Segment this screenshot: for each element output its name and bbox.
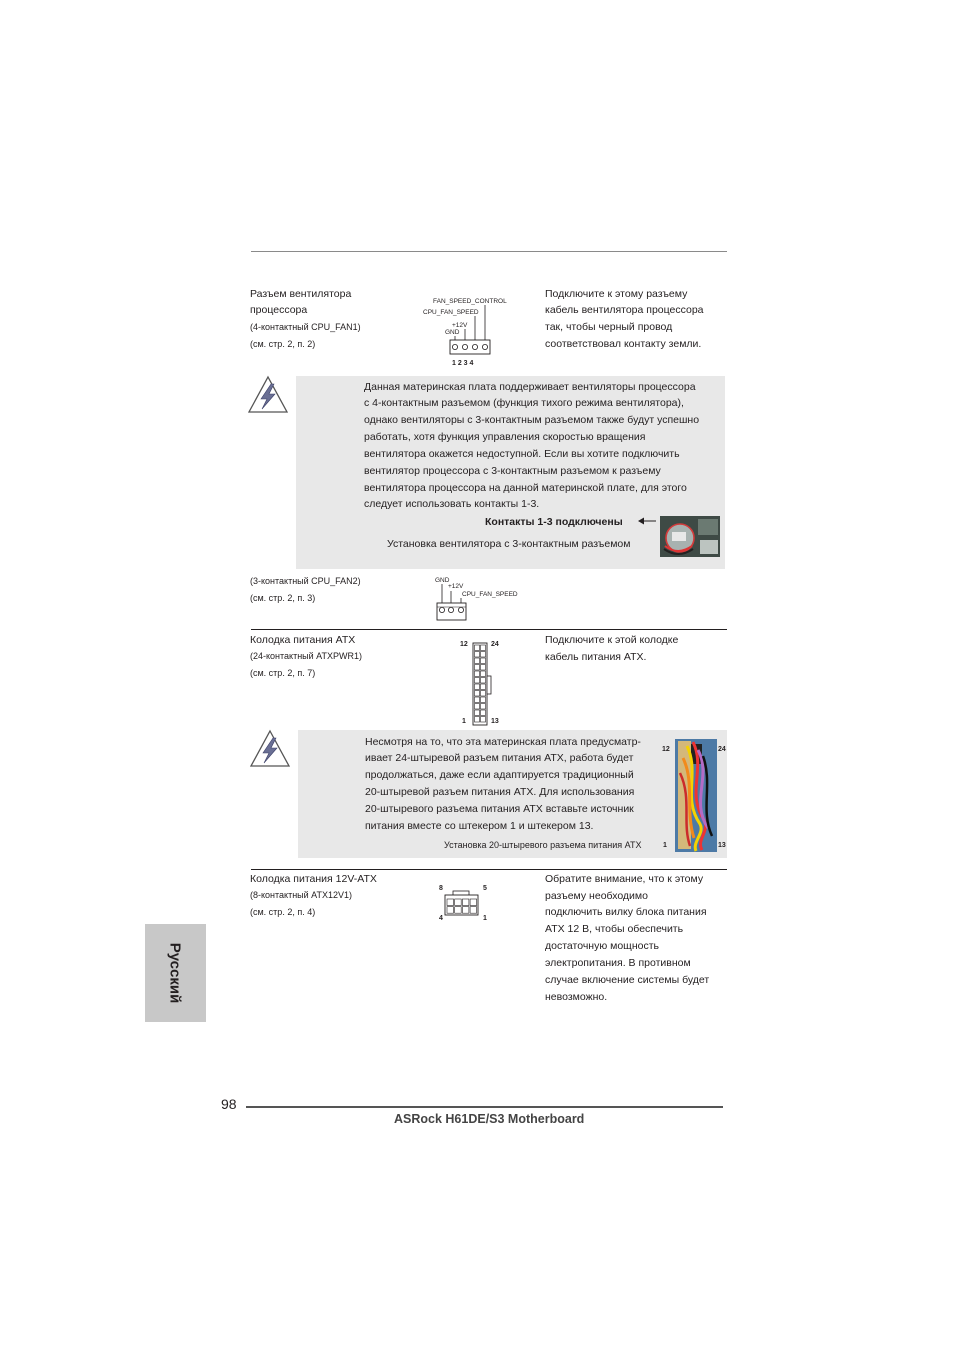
- atx12v-pin-cell: [470, 899, 477, 906]
- note1-line-2: с 4-контактным разъемом (функция тихого режима вентилятора),: [364, 397, 684, 409]
- cpu-fan1-connector-diagram: [415, 292, 525, 370]
- note2-caption: Установка 20-штыревого разъема питания ATX: [444, 840, 642, 850]
- cpu-fan2-reference: (см. стр. 2, п. 3): [250, 593, 316, 603]
- atx12v-desc-6: электропитания. В противном: [545, 957, 691, 969]
- note2-line-6: питания вместе со штекером 1 и штекером 13.: [365, 820, 594, 832]
- atx-pin-cell: [481, 691, 486, 697]
- warning-icon: [247, 375, 289, 415]
- atx12v-pin-cell: [447, 899, 454, 906]
- note2-line-2: ивает 24-штыревой разъем питания ATX, работа будет: [365, 752, 634, 764]
- cpu-fan1-pin-numbers: 1 2 3 4: [452, 360, 474, 367]
- atx12v-desc-8: невозможно.: [545, 991, 608, 1003]
- atx-pin-cell: [481, 671, 486, 677]
- atx12v-pin-cell: [462, 907, 469, 914]
- atx-pin-cell: [475, 691, 480, 697]
- cpu-fan2-connector-diagram: [430, 574, 530, 622]
- atx-pin-12: 12: [460, 641, 468, 648]
- atx12v-desc-7: случае включение системы будет: [545, 974, 710, 986]
- atx-desc-1: Подключите к этой колодке: [545, 634, 679, 646]
- atx12v-pin-cell: [455, 907, 462, 914]
- cpu-fan2-label-12v: +12V: [448, 583, 464, 590]
- cpu-fan1-subtitle: (4-контактный CPU_FAN1): [250, 322, 361, 332]
- language-side-tab: [145, 924, 206, 1022]
- atx-pin-cell: [481, 710, 486, 716]
- atx12v-pin-cell: [447, 907, 454, 914]
- photo-pin-24: 24: [718, 746, 726, 753]
- cpu-fan2-label-gnd: GND: [435, 577, 450, 584]
- atx-desc-2: кабель питания ATX.: [545, 651, 647, 663]
- atx-pin-cell: [481, 717, 486, 723]
- atx-pin-1: 1: [462, 718, 466, 725]
- note1-line-7: вентилятора процессора на данной материнской плате, для этого: [364, 482, 687, 494]
- atx-pin-cell: [481, 678, 486, 684]
- atx-pin-cell: [475, 665, 480, 671]
- atx-reference: (см. стр. 2, п. 7): [250, 668, 316, 678]
- section-rule-atx12v: [251, 869, 727, 870]
- top-rule: [251, 251, 727, 252]
- atx12v-pin-1: 1: [483, 915, 487, 922]
- atx-pin-cell: [475, 684, 480, 690]
- cpu-fan1-label-fan-speed-control: FAN_SPEED_CONTROL: [433, 298, 507, 305]
- atx-pin-cell: [475, 645, 480, 651]
- atx12v-title: Колодка питания 12V-ATX: [250, 873, 377, 885]
- cpu-fan2-label-cpu-fan-speed: CPU_FAN_SPEED: [462, 591, 518, 598]
- atx12v-desc-5: достаточную мощность: [545, 940, 659, 952]
- note1-pins-connected: Контакты 1-3 подключены: [485, 516, 623, 528]
- atx-pin-13: 13: [491, 718, 499, 725]
- atx-pin-cell: [475, 652, 480, 658]
- cpu-fan1-label-12v: +12V: [452, 322, 468, 329]
- section-rule-atx: [251, 629, 727, 630]
- atx12v-desc-4: ATX 12 В, чтобы обеспечить: [545, 923, 684, 935]
- cpu-fan1-desc-2: кабель вентилятора процессора: [545, 304, 704, 316]
- fan-install-photo: [660, 516, 720, 557]
- atx-pin-cell: [475, 717, 480, 723]
- atx12v-pin-cell: [462, 899, 469, 906]
- atx-pin-cell: [481, 658, 486, 664]
- atx-subtitle: (24-контактный ATXPWR1): [250, 651, 363, 661]
- cpu-fan1-reference: (см. стр. 2, п. 2): [250, 339, 316, 349]
- note2-line-4: 20-штыревой разъем питания ATX. Для использования: [365, 786, 635, 798]
- cpu-fan2-subtitle: (3-контактный CPU_FAN2): [250, 576, 361, 586]
- note2-line-5: 20-штыревого разъема питания ATX вставьте источник: [365, 803, 634, 815]
- atx12v-pin-5: 5: [483, 885, 487, 892]
- cpu-fan1-desc-3: так, чтобы черный провод: [545, 321, 673, 333]
- atx-pin-24: 24: [491, 641, 499, 648]
- atx-pin-cell: [475, 671, 480, 677]
- atx-pin-cell: [475, 710, 480, 716]
- cpu-fan1-title-1: Разъем вентилятора: [250, 288, 352, 300]
- atx-pin-cell: [481, 652, 486, 658]
- atx-pin-cell: [481, 704, 486, 710]
- note1-line-1: Данная материнская плата поддерживает вентиляторы процессора: [364, 381, 696, 393]
- atx-pin-cell: [481, 665, 486, 671]
- footer-rule: [246, 1106, 723, 1108]
- atx-pin-cell: [475, 678, 480, 684]
- warning-icon: [249, 729, 291, 769]
- cpu-fan1-desc-1: Подключите к этому разъему: [545, 288, 688, 300]
- note2-line-1: Несмотря на то, что эта материнская плата предусматр-: [365, 736, 641, 748]
- page-number: 98: [221, 1096, 237, 1112]
- cpu-fan1-label-cpu-fan-speed: CPU_FAN_SPEED: [423, 309, 479, 316]
- atx-20pin-install-photo: [660, 738, 728, 854]
- atx-pin-cell: [481, 684, 486, 690]
- atx12v-desc-2: разъему необходимо: [545, 890, 648, 902]
- note1-line-5: вентилятора окажется недоступной. Если вы хотите подключить: [364, 448, 680, 460]
- language-label: Русский: [166, 942, 184, 1004]
- arrow-left-icon: [637, 516, 657, 526]
- photo-pin-1: 1: [663, 842, 667, 849]
- footer-title: ASRock H61DE/S3 Motherboard: [394, 1112, 585, 1126]
- cpu-fan1-label-gnd: GND: [445, 329, 460, 336]
- atx-pin-cell: [481, 697, 486, 703]
- atx12v-pin-cell: [470, 907, 477, 914]
- note1-install-caption: Установка вентилятора с 3-контактным разъемом: [387, 538, 631, 550]
- photo-pin-13: 13: [718, 842, 726, 849]
- photo-pin-12: 12: [662, 746, 670, 753]
- atx12v-pin-4: 4: [439, 915, 443, 922]
- atx12v-reference: (см. стр. 2, п. 4): [250, 907, 316, 917]
- note1-line-4: работать, хотя функция управления скоростью вращения: [364, 431, 646, 443]
- atx-24pin-connector-diagram: [455, 638, 510, 728]
- note2-line-3: продолжаться, даже если адаптируется традиционный: [365, 769, 634, 781]
- atx12v-8pin-connector-diagram: [435, 882, 495, 924]
- atx12v-pin-8: 8: [439, 885, 443, 892]
- cpu-fan1-title-2: процессора: [250, 304, 308, 316]
- note1-line-3: однако вентиляторы с 3-контактным разъемом также будут успешно: [364, 414, 700, 426]
- atx12v-subtitle: (8-контактный ATX12V1): [250, 890, 353, 900]
- atx-pin-cell: [475, 704, 480, 710]
- atx-title: Колодка питания ATX: [250, 634, 356, 646]
- atx-pin-cell: [475, 697, 480, 703]
- atx-pin-cell: [481, 645, 486, 651]
- atx12v-pin-cell: [455, 899, 462, 906]
- atx-pin-cell: [475, 658, 480, 664]
- atx12v-desc-3: подключить вилку блока питания: [545, 906, 707, 918]
- note1-line-8: следует использовать контакты 1-3.: [364, 498, 540, 510]
- cpu-fan1-desc-4: соответствовал контакту земли.: [545, 338, 702, 350]
- note1-line-6: вентилятор процессора с 3-контактным разъемом к разъему: [364, 465, 661, 477]
- atx12v-desc-1: Обратите внимание, что к этому: [545, 873, 704, 885]
